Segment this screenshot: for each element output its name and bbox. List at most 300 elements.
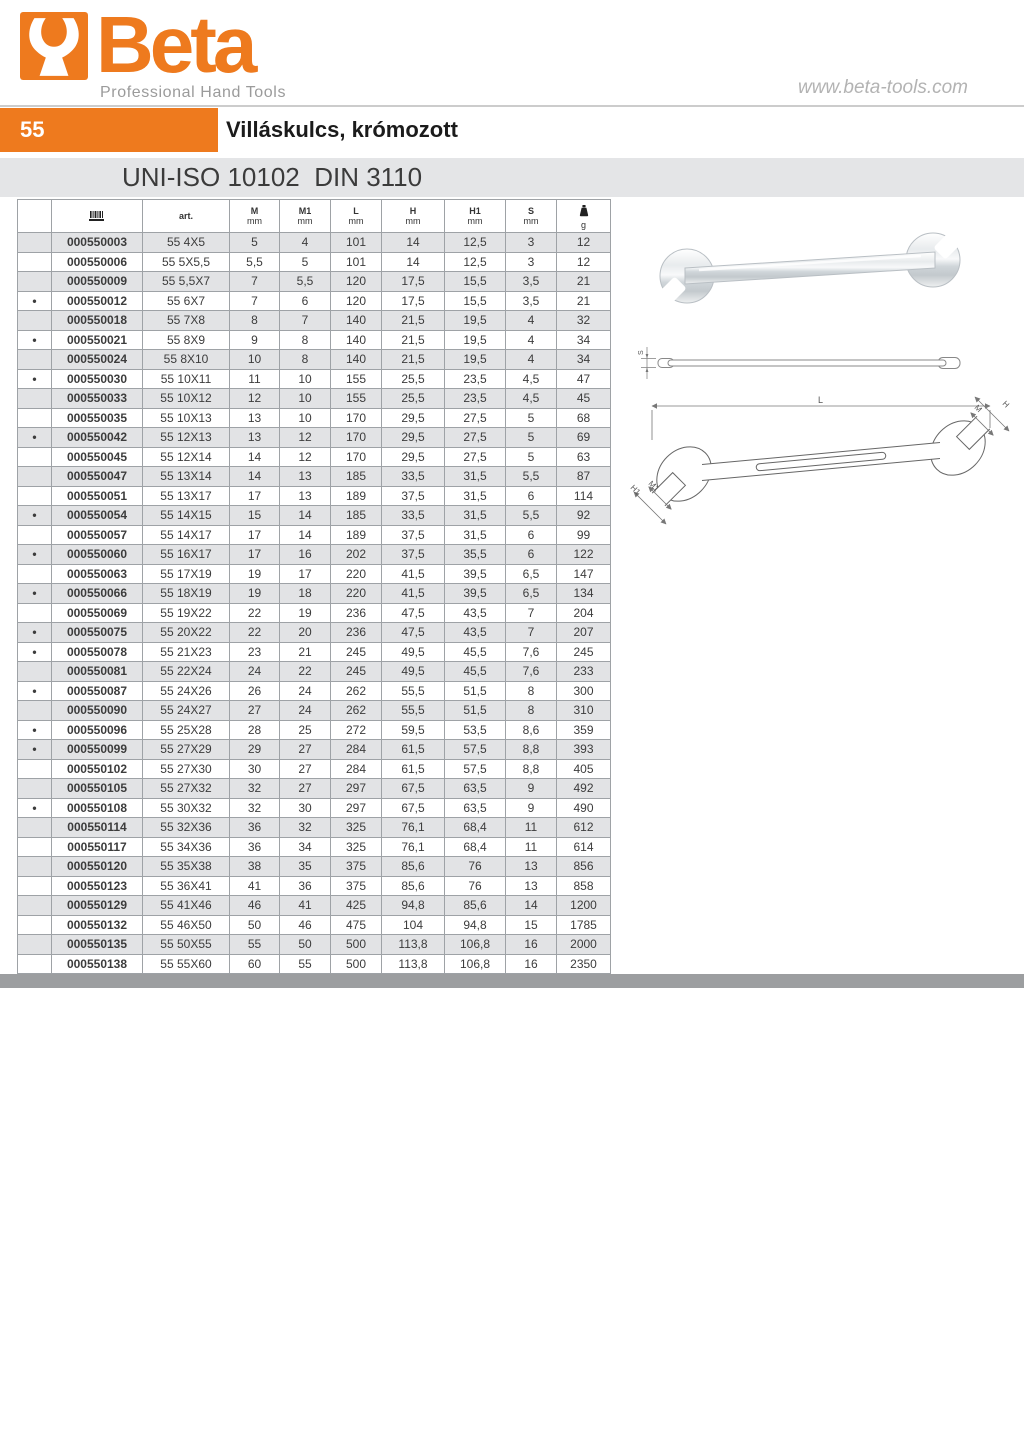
cell-L: 140 bbox=[331, 350, 382, 370]
cell-H1: 15,5 bbox=[445, 291, 506, 311]
cell-M1: 5 bbox=[280, 252, 331, 272]
cell-H: 113,8 bbox=[382, 935, 445, 955]
cell-S: 7 bbox=[506, 623, 557, 643]
stock-dot-marker bbox=[18, 272, 52, 292]
cell-H1: 51,5 bbox=[445, 681, 506, 701]
cell-article: 55 12X13 bbox=[143, 428, 230, 448]
stock-dot-marker bbox=[18, 447, 52, 467]
cell-L: 475 bbox=[331, 915, 382, 935]
cell-M1: 10 bbox=[280, 389, 331, 409]
table-row bbox=[18, 798, 611, 818]
cell-M: 27 bbox=[230, 701, 280, 721]
cell-order-code: 000550006 bbox=[52, 252, 143, 272]
dim-label-H1: H1 bbox=[628, 483, 643, 497]
cell-H: 14 bbox=[382, 233, 445, 253]
dim-label-S: S bbox=[638, 350, 645, 355]
cell-M: 14 bbox=[230, 467, 280, 487]
cell-L: 170 bbox=[331, 408, 382, 428]
cell-M1: 22 bbox=[280, 662, 331, 682]
cell-H1: 31,5 bbox=[445, 467, 506, 487]
table-row bbox=[18, 408, 611, 428]
stock-dot-marker: • bbox=[18, 798, 52, 818]
cell-S: 8,6 bbox=[506, 720, 557, 740]
table-row bbox=[18, 350, 611, 370]
cell-article: 55 13X14 bbox=[143, 467, 230, 487]
cell-S: 6,5 bbox=[506, 584, 557, 604]
cell-M: 13 bbox=[230, 408, 280, 428]
cell-M1: 10 bbox=[280, 408, 331, 428]
category-number-badge: 55 bbox=[0, 108, 218, 152]
table-row bbox=[18, 428, 611, 448]
cell-H: 49,5 bbox=[382, 662, 445, 682]
cell-weight: 310 bbox=[557, 701, 611, 721]
cell-M1: 24 bbox=[280, 701, 331, 721]
cell-L: 170 bbox=[331, 447, 382, 467]
cell-order-code: 000550123 bbox=[52, 876, 143, 896]
cell-M: 36 bbox=[230, 837, 280, 857]
cell-H: 37,5 bbox=[382, 486, 445, 506]
cell-weight: 300 bbox=[557, 681, 611, 701]
table-row bbox=[18, 759, 611, 779]
cell-L: 120 bbox=[331, 272, 382, 292]
cell-M1: 35 bbox=[280, 857, 331, 877]
cell-weight: 1200 bbox=[557, 896, 611, 916]
barcode-icon bbox=[88, 210, 106, 222]
table-row bbox=[18, 642, 611, 662]
cell-H: 17,5 bbox=[382, 291, 445, 311]
cell-order-code: 000550102 bbox=[52, 759, 143, 779]
cell-weight: 612 bbox=[557, 818, 611, 838]
cell-weight: 63 bbox=[557, 447, 611, 467]
cell-article: 55 50X55 bbox=[143, 935, 230, 955]
table-row bbox=[18, 311, 611, 331]
cell-H1: 53,5 bbox=[445, 720, 506, 740]
cell-weight: 147 bbox=[557, 564, 611, 584]
cell-order-code: 000550069 bbox=[52, 603, 143, 623]
cell-weight: 204 bbox=[557, 603, 611, 623]
cell-M1: 27 bbox=[280, 740, 331, 760]
cell-H: 21,5 bbox=[382, 350, 445, 370]
cell-M1: 21 bbox=[280, 642, 331, 662]
cell-S: 11 bbox=[506, 837, 557, 857]
cell-weight: 492 bbox=[557, 779, 611, 799]
cell-M1: 36 bbox=[280, 876, 331, 896]
cell-H1: 27,5 bbox=[445, 408, 506, 428]
cell-L: 120 bbox=[331, 291, 382, 311]
wrench-side-view bbox=[638, 344, 978, 382]
cell-article: 55 16X17 bbox=[143, 545, 230, 565]
cell-weight: 47 bbox=[557, 369, 611, 389]
cell-S: 5 bbox=[506, 408, 557, 428]
cell-weight: 99 bbox=[557, 525, 611, 545]
cell-article: 55 14X15 bbox=[143, 506, 230, 526]
cell-weight: 245 bbox=[557, 642, 611, 662]
cell-H: 21,5 bbox=[382, 311, 445, 331]
cell-M: 32 bbox=[230, 798, 280, 818]
stock-dot-marker bbox=[18, 857, 52, 877]
stock-dot-marker bbox=[18, 389, 52, 409]
cell-L: 236 bbox=[331, 623, 382, 643]
cell-H: 17,5 bbox=[382, 272, 445, 292]
cell-M1: 13 bbox=[280, 486, 331, 506]
cell-weight: 207 bbox=[557, 623, 611, 643]
cell-order-code: 000550003 bbox=[52, 233, 143, 253]
cell-article: 55 12X14 bbox=[143, 447, 230, 467]
cell-L: 284 bbox=[331, 759, 382, 779]
cell-article: 55 8X10 bbox=[143, 350, 230, 370]
cell-S: 8,8 bbox=[506, 740, 557, 760]
cell-article: 55 13X17 bbox=[143, 486, 230, 506]
cell-article: 55 18X19 bbox=[143, 584, 230, 604]
stock-dot-marker bbox=[18, 837, 52, 857]
table-row bbox=[18, 467, 611, 487]
cell-M1: 12 bbox=[280, 447, 331, 467]
cell-article: 55 55X60 bbox=[143, 954, 230, 974]
cell-M: 11 bbox=[230, 369, 280, 389]
cell-article: 55 4X5 bbox=[143, 233, 230, 253]
cell-H1: 12,5 bbox=[445, 233, 506, 253]
cell-M1: 34 bbox=[280, 837, 331, 857]
cell-article: 55 24X26 bbox=[143, 681, 230, 701]
table-row bbox=[18, 486, 611, 506]
cell-M1: 32 bbox=[280, 818, 331, 838]
cell-weight: 34 bbox=[557, 330, 611, 350]
table-row bbox=[18, 954, 611, 974]
cell-H: 41,5 bbox=[382, 564, 445, 584]
cell-H1: 76 bbox=[445, 876, 506, 896]
cell-article: 55 17X19 bbox=[143, 564, 230, 584]
cell-M1: 14 bbox=[280, 506, 331, 526]
cell-L: 262 bbox=[331, 681, 382, 701]
cell-H: 21,5 bbox=[382, 330, 445, 350]
cell-H1: 27,5 bbox=[445, 447, 506, 467]
cell-weight: 45 bbox=[557, 389, 611, 409]
cell-article: 55 46X50 bbox=[143, 915, 230, 935]
table-row bbox=[18, 272, 611, 292]
cell-M1: 12 bbox=[280, 428, 331, 448]
cell-M: 36 bbox=[230, 818, 280, 838]
cell-weight: 87 bbox=[557, 467, 611, 487]
table-row bbox=[18, 915, 611, 935]
table-row bbox=[18, 896, 611, 916]
cell-M: 12 bbox=[230, 389, 280, 409]
cell-weight: 359 bbox=[557, 720, 611, 740]
cell-weight: 12 bbox=[557, 252, 611, 272]
cell-M: 28 bbox=[230, 720, 280, 740]
cell-H1: 57,5 bbox=[445, 740, 506, 760]
table-row bbox=[18, 935, 611, 955]
cell-L: 272 bbox=[331, 720, 382, 740]
table-row bbox=[18, 252, 611, 272]
cell-H: 49,5 bbox=[382, 642, 445, 662]
cell-M1: 30 bbox=[280, 798, 331, 818]
cell-order-code: 000550009 bbox=[52, 272, 143, 292]
logo-wordmark: Beta bbox=[96, 0, 254, 89]
cell-order-code: 000550081 bbox=[52, 662, 143, 682]
cell-M1: 27 bbox=[280, 779, 331, 799]
cell-order-code: 000550045 bbox=[52, 447, 143, 467]
cell-H: 29,5 bbox=[382, 408, 445, 428]
header-article-column: art. bbox=[143, 200, 230, 233]
stock-dot-marker: • bbox=[18, 330, 52, 350]
cell-M: 23 bbox=[230, 642, 280, 662]
cell-M: 22 bbox=[230, 603, 280, 623]
cell-article: 55 21X23 bbox=[143, 642, 230, 662]
cell-M1: 55 bbox=[280, 954, 331, 974]
stock-dot-marker bbox=[18, 564, 52, 584]
dim-label-L: L bbox=[818, 396, 824, 405]
wrench-logo-icon bbox=[20, 12, 88, 80]
stock-dot-marker bbox=[18, 759, 52, 779]
stock-dot-marker bbox=[18, 350, 52, 370]
cell-H1: 43,5 bbox=[445, 623, 506, 643]
cell-M: 46 bbox=[230, 896, 280, 916]
stock-dot-marker: • bbox=[18, 584, 52, 604]
cell-M1: 18 bbox=[280, 584, 331, 604]
cell-S: 3 bbox=[506, 252, 557, 272]
table-row bbox=[18, 584, 611, 604]
cell-H1: 31,5 bbox=[445, 506, 506, 526]
cell-weight: 92 bbox=[557, 506, 611, 526]
cell-S: 16 bbox=[506, 935, 557, 955]
stock-dot-marker: • bbox=[18, 291, 52, 311]
cell-M: 5 bbox=[230, 233, 280, 253]
cell-H: 33,5 bbox=[382, 506, 445, 526]
cell-H: 61,5 bbox=[382, 759, 445, 779]
cell-S: 9 bbox=[506, 779, 557, 799]
bottom-divider bbox=[0, 974, 1024, 988]
cell-L: 236 bbox=[331, 603, 382, 623]
stock-dot-marker bbox=[18, 915, 52, 935]
cell-H: 14 bbox=[382, 252, 445, 272]
cell-H: 61,5 bbox=[382, 740, 445, 760]
cell-H1: 12,5 bbox=[445, 252, 506, 272]
cell-M1: 5,5 bbox=[280, 272, 331, 292]
cell-L: 101 bbox=[331, 233, 382, 253]
cell-order-code: 000550135 bbox=[52, 935, 143, 955]
cell-order-code: 000550012 bbox=[52, 291, 143, 311]
cell-H: 85,6 bbox=[382, 876, 445, 896]
cell-M1: 10 bbox=[280, 369, 331, 389]
cell-M1: 14 bbox=[280, 525, 331, 545]
cell-M1: 13 bbox=[280, 467, 331, 487]
table-row bbox=[18, 564, 611, 584]
cell-H1: 39,5 bbox=[445, 584, 506, 604]
cell-order-code: 000550063 bbox=[52, 564, 143, 584]
cell-M: 17 bbox=[230, 486, 280, 506]
cell-H1: 76 bbox=[445, 857, 506, 877]
cell-L: 325 bbox=[331, 818, 382, 838]
cell-S: 14 bbox=[506, 896, 557, 916]
cell-article: 55 10X13 bbox=[143, 408, 230, 428]
table-row bbox=[18, 233, 611, 253]
cell-article: 55 30X32 bbox=[143, 798, 230, 818]
cell-article: 55 20X22 bbox=[143, 623, 230, 643]
cell-S: 4 bbox=[506, 311, 557, 331]
cell-S: 3,5 bbox=[506, 272, 557, 292]
table-row bbox=[18, 447, 611, 467]
cell-order-code: 000550138 bbox=[52, 954, 143, 974]
spec-table-body bbox=[18, 233, 611, 974]
cell-H1: 106,8 bbox=[445, 935, 506, 955]
cell-weight: 858 bbox=[557, 876, 611, 896]
dim-label-H: H bbox=[1000, 399, 1012, 410]
cell-L: 245 bbox=[331, 662, 382, 682]
cell-H1: 68,4 bbox=[445, 837, 506, 857]
stock-dot-marker bbox=[18, 779, 52, 799]
cell-weight: 69 bbox=[557, 428, 611, 448]
cell-order-code: 000550066 bbox=[52, 584, 143, 604]
cell-order-code: 000550105 bbox=[52, 779, 143, 799]
cell-M: 7 bbox=[230, 291, 280, 311]
cell-H: 55,5 bbox=[382, 681, 445, 701]
cell-L: 297 bbox=[331, 798, 382, 818]
cell-weight: 393 bbox=[557, 740, 611, 760]
cell-article: 55 27X29 bbox=[143, 740, 230, 760]
cell-H1: 23,5 bbox=[445, 369, 506, 389]
cell-L: 140 bbox=[331, 330, 382, 350]
table-row bbox=[18, 603, 611, 623]
stock-dot-marker bbox=[18, 408, 52, 428]
cell-H: 76,1 bbox=[382, 818, 445, 838]
cell-L: 202 bbox=[331, 545, 382, 565]
cell-H: 37,5 bbox=[382, 525, 445, 545]
cell-order-code: 000550087 bbox=[52, 681, 143, 701]
cell-L: 101 bbox=[331, 252, 382, 272]
header-weight-column: g bbox=[557, 200, 611, 233]
cell-M: 41 bbox=[230, 876, 280, 896]
header-order-code-column bbox=[52, 200, 143, 233]
cell-M: 29 bbox=[230, 740, 280, 760]
cell-S: 8,8 bbox=[506, 759, 557, 779]
table-row bbox=[18, 740, 611, 760]
cell-H: 104 bbox=[382, 915, 445, 935]
cell-article: 55 27X32 bbox=[143, 779, 230, 799]
header-H-column: H mm bbox=[382, 200, 445, 233]
cell-H1: 19,5 bbox=[445, 330, 506, 350]
header-M-column: M mm bbox=[230, 200, 280, 233]
cell-H: 55,5 bbox=[382, 701, 445, 721]
cell-article: 55 5X5,5 bbox=[143, 252, 230, 272]
cell-article: 55 5,5X7 bbox=[143, 272, 230, 292]
cell-M: 14 bbox=[230, 447, 280, 467]
weight-icon bbox=[579, 205, 589, 217]
table-row bbox=[18, 779, 611, 799]
cell-weight: 114 bbox=[557, 486, 611, 506]
header-dot-column bbox=[18, 200, 52, 233]
cell-M1: 50 bbox=[280, 935, 331, 955]
spec-table bbox=[17, 199, 611, 974]
website-url[interactable]: www.beta-tools.com bbox=[797, 77, 968, 98]
cell-L: 500 bbox=[331, 954, 382, 974]
cell-H1: 43,5 bbox=[445, 603, 506, 623]
table-row bbox=[18, 506, 611, 526]
cell-M1: 6 bbox=[280, 291, 331, 311]
cell-order-code: 000550120 bbox=[52, 857, 143, 877]
stock-dot-marker: • bbox=[18, 681, 52, 701]
cell-M1: 19 bbox=[280, 603, 331, 623]
cell-order-code: 000550042 bbox=[52, 428, 143, 448]
dim-label-M1: M1 bbox=[646, 479, 661, 494]
cell-S: 7,6 bbox=[506, 642, 557, 662]
cell-H1: 45,5 bbox=[445, 662, 506, 682]
stock-dot-marker bbox=[18, 954, 52, 974]
cell-weight: 405 bbox=[557, 759, 611, 779]
stock-dot-marker bbox=[18, 935, 52, 955]
cell-S: 5 bbox=[506, 447, 557, 467]
cell-L: 375 bbox=[331, 857, 382, 877]
cell-order-code: 000550030 bbox=[52, 369, 143, 389]
cell-M1: 20 bbox=[280, 623, 331, 643]
logo-text-block bbox=[96, 0, 287, 102]
wrench-product-photo bbox=[655, 232, 965, 304]
cell-S: 5 bbox=[506, 428, 557, 448]
cell-H: 29,5 bbox=[382, 447, 445, 467]
cell-H: 113,8 bbox=[382, 954, 445, 974]
table-row bbox=[18, 525, 611, 545]
cell-M1: 8 bbox=[280, 330, 331, 350]
cell-L: 220 bbox=[331, 584, 382, 604]
cell-S: 6 bbox=[506, 545, 557, 565]
cell-M: 5,5 bbox=[230, 252, 280, 272]
cell-M: 13 bbox=[230, 428, 280, 448]
table-row bbox=[18, 389, 611, 409]
cell-L: 245 bbox=[331, 642, 382, 662]
cell-M1: 27 bbox=[280, 759, 331, 779]
cell-article: 55 6X7 bbox=[143, 291, 230, 311]
cell-M: 19 bbox=[230, 584, 280, 604]
cell-L: 425 bbox=[331, 896, 382, 916]
cell-H1: 106,8 bbox=[445, 954, 506, 974]
cell-S: 11 bbox=[506, 818, 557, 838]
standard-text: UNI-ISO 10102 DIN 3110 bbox=[122, 162, 423, 192]
stock-dot-marker: • bbox=[18, 369, 52, 389]
cell-order-code: 000550051 bbox=[52, 486, 143, 506]
cell-S: 7,6 bbox=[506, 662, 557, 682]
cell-weight: 2350 bbox=[557, 954, 611, 974]
cell-H1: 51,5 bbox=[445, 701, 506, 721]
cell-S: 6 bbox=[506, 525, 557, 545]
header-S-column: S mm bbox=[506, 200, 557, 233]
cell-article: 55 24X27 bbox=[143, 701, 230, 721]
cell-L: 185 bbox=[331, 506, 382, 526]
cell-article: 55 22X24 bbox=[143, 662, 230, 682]
cell-H: 67,5 bbox=[382, 779, 445, 799]
cell-weight: 490 bbox=[557, 798, 611, 818]
cell-H: 47,5 bbox=[382, 623, 445, 643]
cell-S: 7 bbox=[506, 603, 557, 623]
cell-order-code: 000550108 bbox=[52, 798, 143, 818]
cell-order-code: 000550033 bbox=[52, 389, 143, 409]
cell-S: 4 bbox=[506, 330, 557, 350]
table-row bbox=[18, 662, 611, 682]
cell-H: 29,5 bbox=[382, 428, 445, 448]
stock-dot-marker: • bbox=[18, 545, 52, 565]
cell-H1: 31,5 bbox=[445, 486, 506, 506]
cell-L: 189 bbox=[331, 525, 382, 545]
header-H1-column: H1 mm bbox=[445, 200, 506, 233]
cell-order-code: 000550078 bbox=[52, 642, 143, 662]
table-row bbox=[18, 330, 611, 350]
cell-L: 297 bbox=[331, 779, 382, 799]
cell-weight: 21 bbox=[557, 291, 611, 311]
cell-H1: 63,5 bbox=[445, 798, 506, 818]
cell-weight: 233 bbox=[557, 662, 611, 682]
cell-weight: 134 bbox=[557, 584, 611, 604]
stock-dot-marker bbox=[18, 603, 52, 623]
cell-H1: 27,5 bbox=[445, 428, 506, 448]
stock-dot-marker bbox=[18, 467, 52, 487]
